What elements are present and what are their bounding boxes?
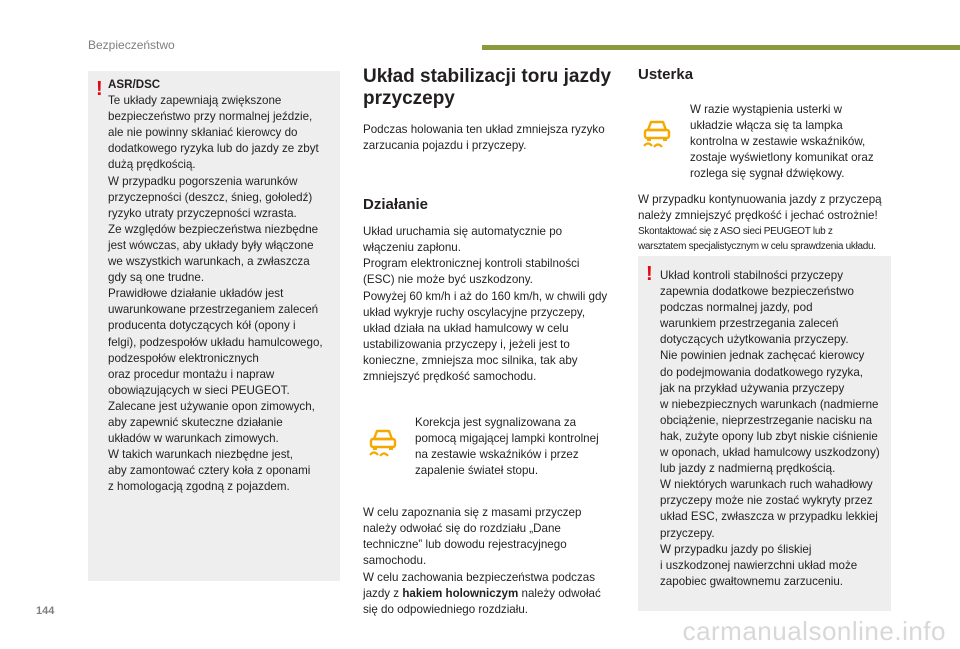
indicator-note-text: Korekcja jest sygnalizowana za pomocą migającej lampki kontrolnej na zestawie wskaźników i przez zapalenie świateł stopu.: [415, 416, 599, 478]
closing-bold: hakiem holowniczym: [402, 586, 519, 600]
exclamation-icon: !: [96, 78, 103, 100]
page-number: 144: [36, 605, 55, 617]
watermark: carmanualsonline.info: [682, 616, 946, 646]
section-accent-bar: [482, 45, 960, 50]
column-trailer-stability: [363, 66, 618, 618]
fault-heading: Usterka: [638, 66, 694, 83]
operation-heading: Działanie: [363, 196, 429, 214]
esc-warning-lamp-icon: [366, 425, 400, 459]
closing-text-2: należy odwołać się do odpowiedniego rozdziału.: [363, 586, 601, 616]
warning-heading: ASR/DSC: [108, 78, 161, 91]
fault-contact-note: Skontaktować się z ASO sieci PEUGEOT lub z warsztatem specjalistycznym w celu sprawdzenia układu.: [638, 226, 876, 253]
warning-body: Te układy zapewniają zwiększone bezpieczeństwo przy normalnej jeździe, ale nie powinny skłaniać kierowcy do dodatkowego ryzyka lub do jazdy ze zbyt dużą prędkością. W przypadku pogorszenia warunków przyczepności (deszcz, śnieg, gołoledź) ryzyko utraty przyczepności wzrasta. Ze względów bezpieczeństwa niezbędne jest wówczas, aby układy były włączone we wszystkich warunkach, a zwłaszcza gdy są one trudne. Prawidłowe działanie układów jest uwarunkowane przestrzeganiem zaleceń producenta dotyczących kół (opony i felgi), podzespołów układu hamulcowego, podzespołów elektronicznych oraz procedur montażu i napraw obowiązujących w sieci PEUGEOT. Zalecane jest używanie opon zimowych, aby zapewnić skuteczne działanie układów w warunkach zimowych. W takich warunkach niezbędne jest, aby zamontować cztery koła z oponami z homologacją zgodną z pojazdem.: [108, 94, 323, 494]
fault-indicator-text: W razie wystąpienia usterki w układzie włącza się ta lampka kontrolna w zestawie wskaźników, zostaje wyświetlony komunikat oraz rozlega się sygnał dźwiękowy.: [690, 103, 874, 181]
column-fault: [638, 66, 893, 254]
fault-paragraph: W przypadku kontynuowania jazdy z przyczepą należy zmniejszyć prędkość i jechać ostrożnie!: [638, 193, 882, 223]
exclamation-icon: !: [646, 263, 653, 285]
intro-paragraph: Podczas holowania ten układ zmniejsza ryzyko zarzucania pojazdu i przyczepy.: [363, 123, 605, 153]
page-title: Układ stabilizacji toru jazdy przyczepy: [363, 66, 612, 109]
trailer-warning-text: Układ kontroli stabilności przyczepy zapewnia dodatkowe bezpieczeństwo podczas normalnej jazdy, pod warunkiem przestrzegania zaleceń dotyczących użytkowania przyczepy. Nie powinien jednak zachęcać kierowcy do podejmowania dodatkowego ryzyka, jak na przykład używania przyczepy w niebezpiecznych warunkach (nadmierne obciążenie, nieprzestrzeganie nacisku na hak, zużyte opony lub zbyt niskie ciśnienie w oponach, układ hamulcowy uszkodzony) lub jazdy z nadmierną prędkością. W niektórych warunkach ruch wahadłowy przyczepy może nie zostać wykryty przez układ ESC, zwłaszcza w przypadku lekkiej przyczepy. W przypadku jazdy po śliskiej i uszkodzonej nawierzchni układ może zapobiec gwałtownemu zarzuceniu.: [660, 269, 880, 588]
fault-indicator-note: [638, 102, 893, 182]
warning-box-asr-dsc: [88, 71, 340, 581]
indicator-note: [363, 415, 618, 485]
esc-warning-lamp-icon: [640, 116, 674, 150]
closing-paragraph: [363, 505, 618, 618]
closing-text-1: W celu zapoznania się z masami przyczep należy odwołać się do rozdziału „Dane techniczne” lub dowodu rejestracyjnego samochodu. W celu zachowania bezpieczeństwa podczas jazdy z: [363, 506, 595, 600]
warning-text: [108, 77, 338, 495]
section-title: Bezpieczeństwo: [88, 38, 175, 52]
warning-box-trailer: [638, 256, 891, 611]
operation-paragraph: Układ uruchamia się automatycznie po włączeniu zapłonu. Program elektronicznej kontroli stabilności (ESC) nie może być uszkodzony. Powyżej 60 km/h i aż do 160 km/h, w chwili gdy układ wykryje ruchy oscylacyjne przyczepy, układ działa na układ hamulcowy w celu ustabilizowania przyczepy i, jeżeli jest to konieczne, zmniejsza moc silnika, tak aby zmniejszyć prędkość samochodu.: [363, 225, 608, 384]
